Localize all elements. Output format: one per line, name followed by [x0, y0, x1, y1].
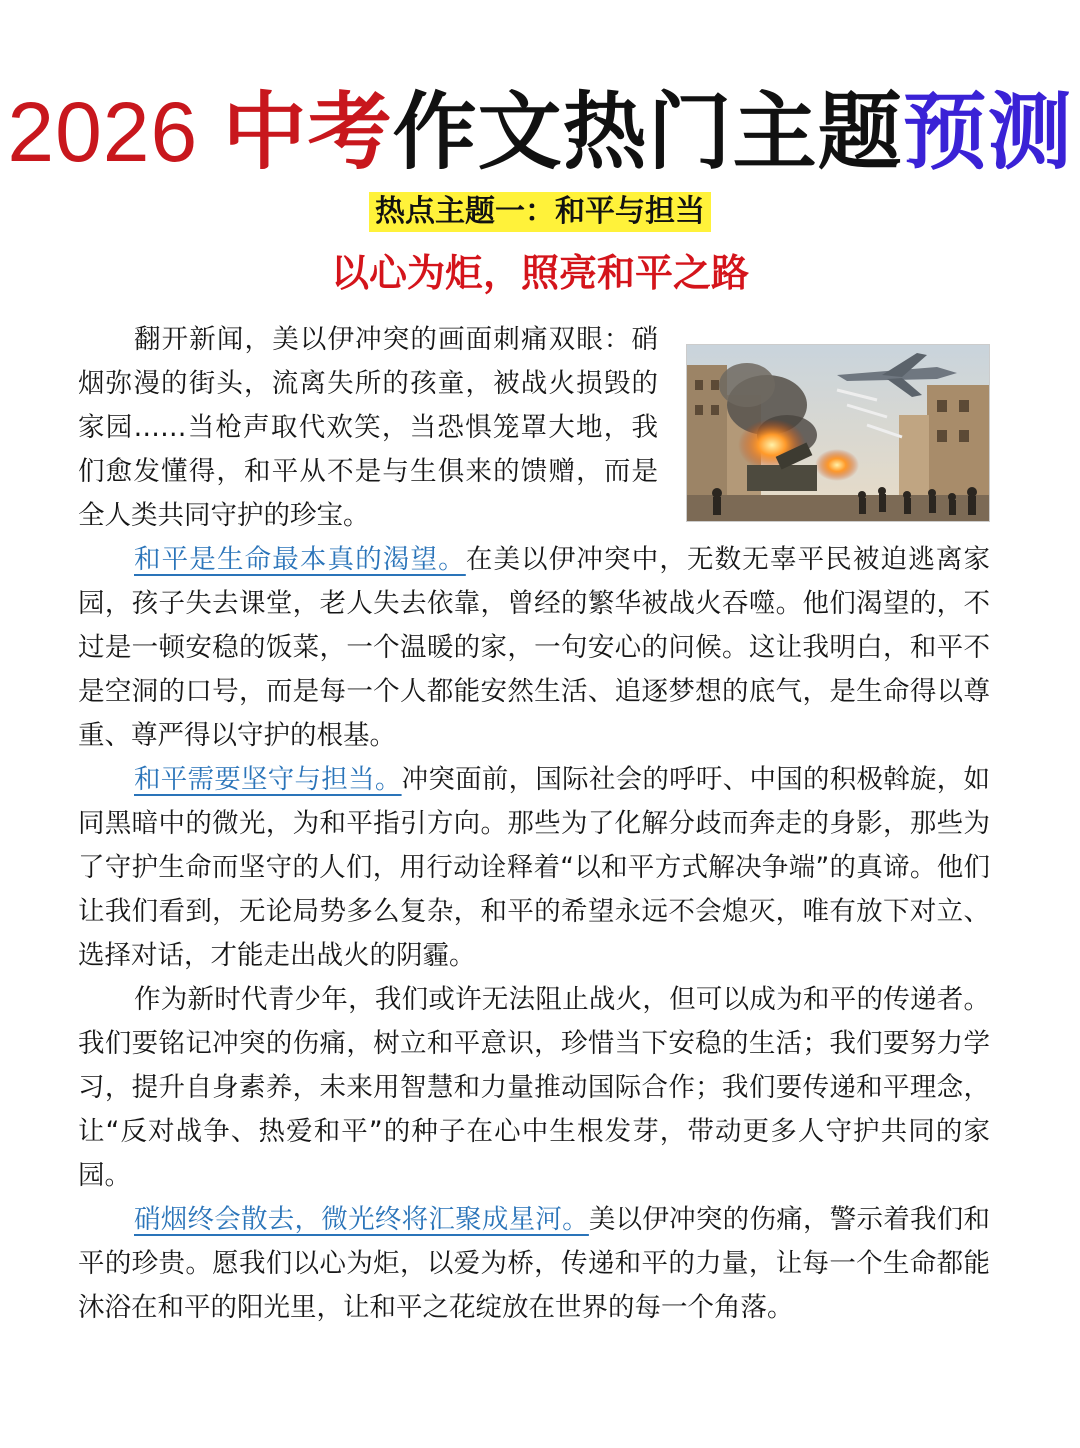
paragraph-5-highlight: 硝烟终会散去，微光终将汇聚成星河。: [134, 1204, 589, 1235]
essay-heading: 以心为炬，照亮和平之路: [330, 250, 749, 295]
subtitle-badge: 热点主题一：和平与担当: [369, 192, 711, 232]
paragraph-5-text: 美以伊冲突的伤痛，警示着我们和平的珍贵。愿我们以心为炬，以爱为桥，传递和平的力量，让每一个生命都能沐浴在和平的阳光里，让和平之花绽放在世界的每一个角落。: [78, 1204, 991, 1323]
paragraph-1: [78, 318, 658, 538]
paragraph-5: [78, 1198, 990, 1330]
paragraph-3-text: 冲突面前，国际社会的呼吁、中国的积极斡旋，如同黑暗中的微光，为和平指引方向。那些为了化解分歧而奔走的身影，那些为了守护生命而坚守的人们，用行动诠释着“以和平方式解决争端”的真谛。他们让我们看到，无论局势多么复杂，和平的希望永远不会熄灭，唯有放下对立、选择对话，才能走出战火的阴霾。: [78, 764, 991, 971]
title-predict: 预测: [902, 83, 1073, 181]
page-title: [0, 82, 1080, 182]
paragraph-1-text: 翻开新闻，美以伊冲突的画面刺痛双眼：硝烟弥漫的街头，流离失所的孩童，被战火损毁的家园……当枪声取代欢笑，当恐惧笼罩大地，我们愈发懂得，和平从不是与生俱来的馈赠，而是全人类共同守护的珍宝。: [78, 324, 658, 531]
paragraph-3-highlight: 和平需要坚守与担当。: [134, 764, 402, 795]
paragraph-2: [78, 538, 990, 758]
essay-body: [78, 318, 990, 1330]
paragraph-2-text: 在美以伊冲突中，无数无辜平民被迫逃离家园，孩子失去课堂，老人失去依靠，曾经的繁华被战火吞噬。他们渴望的，不过是一顿安稳的饭菜，一个温暖的家，一句安心的问候。这让我明白，和平不是空洞的口号，而是每一个人都能安然生活、追逐梦想的底气，是生命得以尊重、尊严得以守护的根基。: [78, 544, 991, 751]
paragraph-3: [78, 758, 990, 978]
title-topic: 作文热门主题: [392, 83, 903, 181]
title-year: 2026: [7, 85, 223, 179]
subtitle-row: [0, 192, 1080, 232]
paragraph-4-text: 作为新时代青少年，我们或许无法阻止战火，但可以成为和平的传递者。我们要铭记冲突的伤痛，树立和平意识，珍惜当下安稳的生活；我们要努力学习，提升自身素养，未来用智慧和力量推动国际合作；我们要传递和平理念，让“反对战争、热爱和平”的种子在心中生根发芽，带动更多人守护共同的家园。: [78, 984, 990, 1191]
title-exam: 中考: [222, 83, 393, 181]
paragraph-2-highlight: 和平是生命最本真的渴望。: [134, 544, 466, 575]
paragraph-4: [78, 978, 990, 1198]
